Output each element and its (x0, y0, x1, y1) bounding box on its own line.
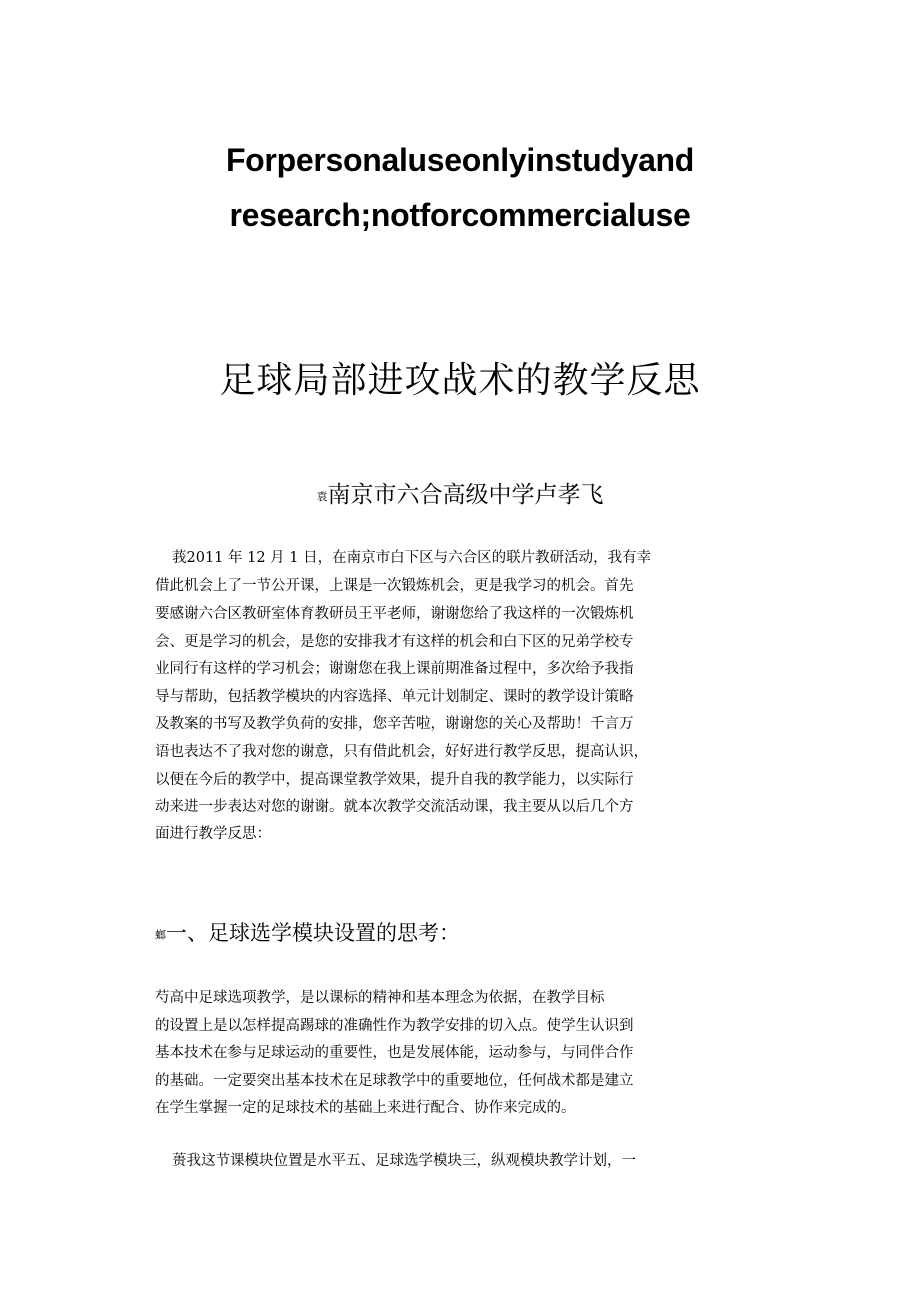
author-text: 南京市六合高级中学卢孝飞 (327, 482, 604, 508)
section-1-heading-text: 一、足球选学模块设置的思考： (166, 921, 460, 945)
intro-line-7: 及教案的书写及教学负荷的安排，您辛苦啦，谢谢您的关心及帮助！千言万 (155, 716, 634, 732)
intro-line-10: 动来进一步表达对您的谢谢。就本次教学交流活动课，我主要从以后几个方 (155, 799, 634, 815)
section-1-heading (155, 917, 460, 947)
author-mark: 袁 (316, 490, 328, 503)
para3-line-1: 蒉我这节课模块位置是水平五、足球选学模块三，纵观模块教学计划，一 (172, 1153, 636, 1169)
para2-line-5: 在学生掌握一定的足球技术的基础上来进行配合、协作来完成的。 (155, 1100, 576, 1116)
intro-line-11: 面进行教学反思： (155, 826, 271, 842)
intro-line-4: 会、更是学习的机会，是您的安排我才有这样的机会和白下区的兄弟学校专 (155, 634, 634, 650)
intro-line-1: 莪2011 年 12 月 1 日，在南京市白下区与六合区的联片教研活动，我有幸 (172, 550, 652, 566)
section-1-mark: 螂 (155, 928, 166, 942)
para2-line-3: 基本技术在参与足球运动的重要性，也是发展体能，运动参与，与同伴合作 (155, 1045, 634, 1061)
intro-line-3: 要感谢六合区教研室体育教研员王平老师，谢谢您给了我这样的一次锻炼机 (155, 606, 634, 622)
para2-line-4: 的基础。一定要突出基本技术在足球教学中的重要地位，任何战术都是建立 (155, 1073, 634, 1089)
para2-line-1: 芍高中足球选项教学，是以课标的精神和基本理念为依据，在教学目标 (155, 990, 605, 1006)
intro-line-2: 借此机会上了一节公开课，上课是一次锻炼机会，更是我学习的机会。首先 (155, 578, 634, 594)
intro-line-8: 语也表达不了我对您的谢意，只有借此机会，好好进行教学反思，提高认识， (155, 744, 648, 760)
para2-line-2: 的设置上是以怎样提高踢球的准确性作为教学安排的切入点。使学生认识到 (155, 1018, 634, 1034)
document-title: 足球局部进攻战术的教学反思 (219, 360, 701, 401)
intro-line-5: 业同行有这样的学习机会；谢谢您在我上课前期准备过程中，多次给予我指 (155, 661, 634, 677)
author-line (0, 476, 920, 509)
watermark-line-2: research;notforcommercialuse (229, 197, 691, 233)
intro-line-9: 以便在今后的教学中，提高课堂教学效果，提升自我的教学能力，以实际行 (155, 772, 634, 788)
watermark-line-1: Forpersonaluseonlyinstudyand (225, 142, 695, 178)
intro-line-6: 导与帮助，包括教学模块的内容选择、单元计划制定、课时的教学设计策略 (155, 689, 634, 705)
